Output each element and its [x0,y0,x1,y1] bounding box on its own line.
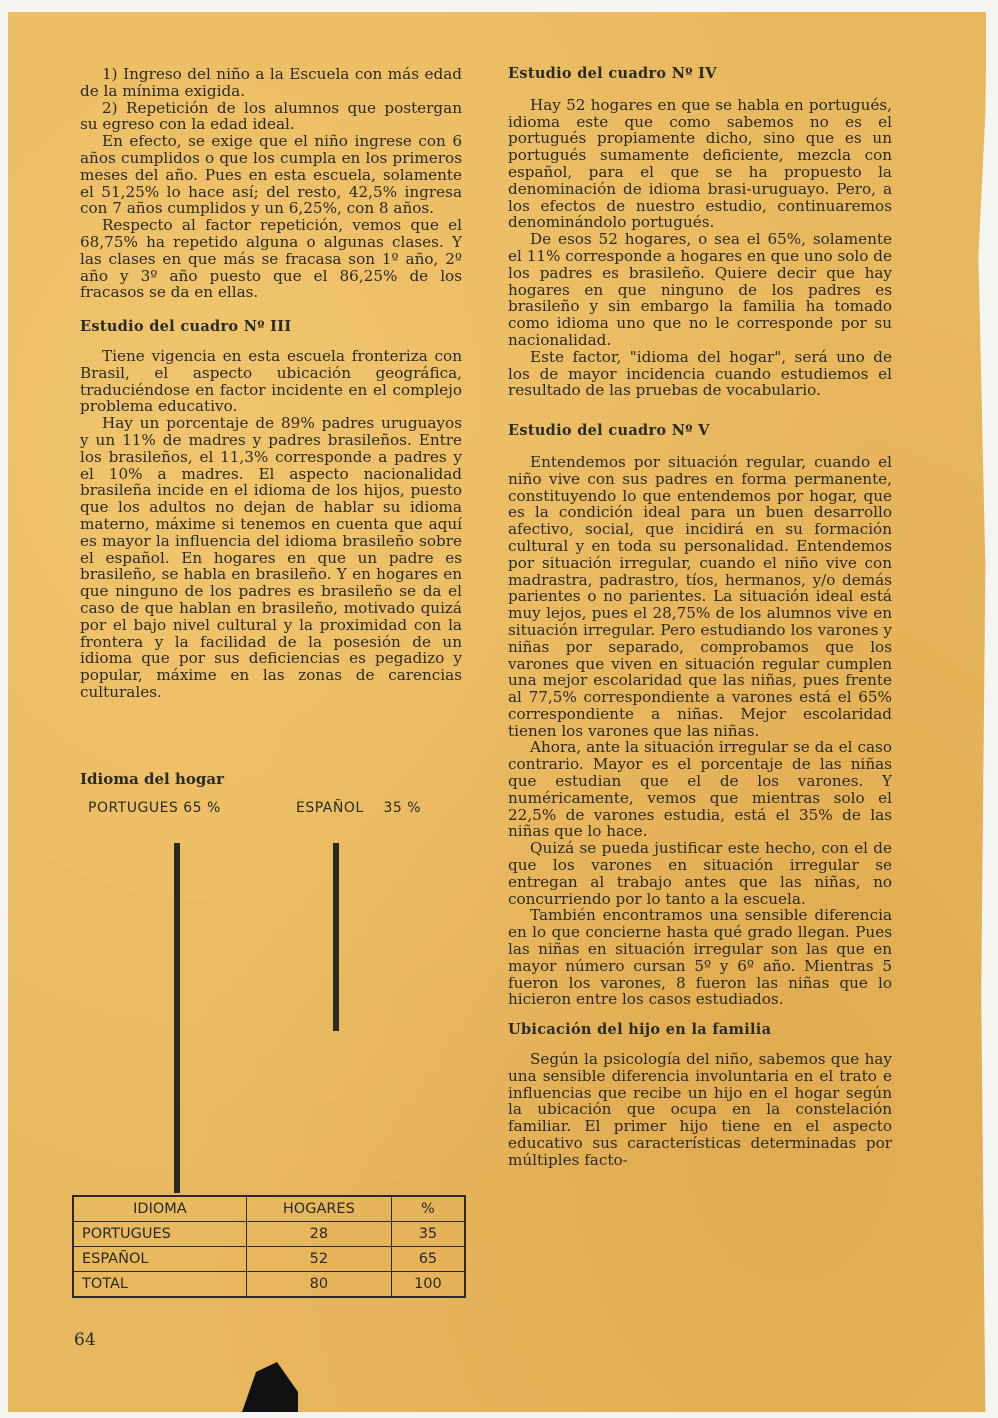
heading-ubicacion: Ubicación del hijo en la familia [508,1021,772,1039]
table-header: IDIOMA [73,1196,246,1222]
paragraph: Hay 52 hogares en que se habla en portugués, idioma este que como sabemos no es el portugués propiamente dicho, sino que es un portugués sumamente deficiente, mezcla con español, para el que se ha propuesto la denominación de idioma brasi-uruguayo. Pero, a los efectos de nuestro estudio, continuaremos denominándolo portugués. [508,95,892,232]
table-cell: 100 [391,1272,465,1298]
table-cell: 80 [246,1272,391,1298]
left-column [80,66,462,701]
bar-label-espanol: ESPAÑOL 35 % [296,800,422,816]
table-cell: 28 [246,1222,391,1247]
heading-cuadro-v: Estudio del cuadro Nº V [508,422,710,440]
torn-corner [228,1362,298,1412]
heading-cuadro-iii: Estudio del cuadro Nº III [80,318,292,336]
language-table [72,1195,466,1298]
paragraph: Este factor, "idioma del hogar", será uno de los de mayor incidencia cuando estudiemos el resultado de las pruebas de vocabulario. [508,347,892,400]
paragraph: Tiene vigencia en esta escuela fronteriza con Brasil, el aspecto ubicación geográfica, traduciéndose en factor incidente en el complejo problema educativo. [80,346,462,416]
table-cell: PORTUGUES [73,1222,246,1247]
table-cell: 52 [246,1247,391,1272]
heading-cuadro-iv: Estudio del cuadro Nº IV [508,65,717,82]
table-header: % [391,1196,465,1222]
table-cell: 35 [391,1222,465,1247]
page-number: 64 [74,1330,96,1350]
paragraph: Según la psicología del niño, sabemos que hay una sensible diferencia involuntaria en el trato e influencias que recibe un hijo en el hogar según la ubicación que ocupa en la constelación familiar. El primer hijo tiene en el aspecto educativo sus características determinadas por múltiples facto- [508,1050,892,1169]
paragraph: Quizá se pueda justificar este hecho, con el de que los varones en situación irregular se entregan al trabajo antes que las niñas, no concurriendo por lo tanto a la escuela. [508,839,892,908]
table-row [73,1272,465,1298]
paragraph: Respecto al factor repetición, vemos que el 68,75% ha repetido alguna o algunas clases. Y las clases en que más se fracasa son 1º año, 2º año y 3º año puesto que el 86,25% de los fracasos se da en ellas. [80,216,462,302]
paragraph: 1) Ingreso del niño a la Escuela con más edad de la mínima exigida. [80,65,462,100]
paragraph: 2) Repetición de los alumnos que postergan su egreso con la edad ideal. [80,98,462,134]
paragraph: De esos 52 hogares, o sea el 65%, solamente el 11% corresponde a hogares en que uno solo de los padres es brasileño. Quiere decir que hay hogares en que ninguno de los padres es brasileño y sin embargo la familia ha tomado como idioma uno que no le corresponde por su nacionalidad. [508,230,892,349]
paragraph: También encontramos una sensible diferencia en lo que concierne hasta qué grado llegan. Pues las niñas en situación irregular son las que en mayor número cursan 5º y 6º año. Mientras 5 fueron los varones, 8 fueron las niñas que lo hicieron entre los casos estudiados. [508,906,892,1009]
table-cell: 65 [391,1247,465,1272]
table-header: HOGARES [246,1196,391,1222]
chart-title: Idioma del hogar [80,770,224,788]
right-column [508,66,892,1169]
table-row [73,1247,465,1272]
paragraph: Hay un porcentaje de 89% padres uruguayos y un 11% de madres y padres brasileños. Entre los brasileños, el 11,3% corresponde a padres y el 10% a madres. El aspecto nacionalidad brasileña incide en el idioma de los hijos, puesto que los adultos no dejan de hablar su idioma materno, máxime si tenemos en cuenta que aquí es mayor la influencia del idioma brasileño sobre el español. En hogares en que un padre es brasileño, se habla en brasileño. Y en hogares en que ninguno de los padres es brasileño se da el caso de que hablan en brasileño, motivado quizá por el bajo nivel cultural y la proximidad con la frontera y la facilidad de la posesión de un idioma que por sus deficiencias es pegadizo y popular, máxime en las zonas de carencias culturales. [80,414,462,701]
paragraph: Entendemos por situación regular, cuando el niño vive con sus padres en forma permanente, constituyendo lo que entendemos por hogar, que es la condición ideal para un buen desarrollo afectivo, social, que incidirá en su formación cultural y en toda su personalidad. Entendemos por situación irregular, cuando el niño vive con madrastra, padrastro, tíos, hermanos, y/o demás parientes o no parientes. La situación ideal está muy lejos, pues el 28,75% de los alumnos vive en situación irregular. Pero estudiando los varones y niñas por separado, comprobamos que los varones que viven en situación regular cumplen una mejor escolaridad que las niñas, pues frente al 77,5% correspondiente a varones está el 65% correspondiente a niñas. Mejor escolaridad tienen los varones que las niñas. [508,452,892,740]
table-cell: TOTAL [73,1272,246,1298]
table-row [73,1222,465,1247]
table-header-row [73,1196,465,1222]
bar-portugues [174,843,180,1193]
paragraph: Ahora, ante la situación irregular se da el caso contrario. Mayor es el porcentaje de las niñas que estudian que el de los varones. Y numéricamente, vemos que mientras solo el 22,5% de varones estudia, está el 35% de las niñas que lo hace. [508,738,892,841]
table-cell: ESPAÑOL [73,1247,246,1272]
bar-label-portugues: PORTUGUES 65 % [88,800,221,816]
paragraph: En efecto, se exige que el niño ingrese con 6 años cumplidos o que los cumpla en los primeros meses del año. Pues en esta escuela, solamente el 51,25% lo hace así; del resto, 42,5% ingresa con 7 años cumplidos y un 6,25%, con 8 años. [80,132,462,218]
bar-espanol [333,843,339,1031]
